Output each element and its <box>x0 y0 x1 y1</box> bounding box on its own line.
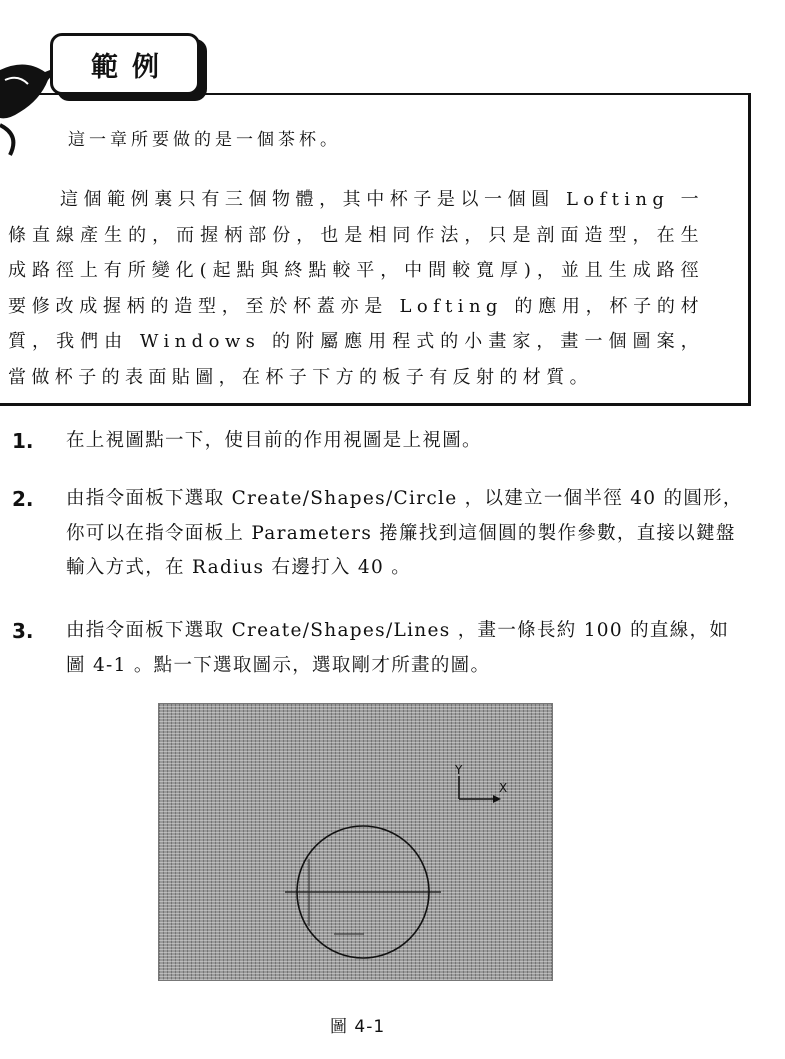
example-tab <box>50 33 200 95</box>
figure-caption: 圖 4-1 <box>330 1017 386 1037</box>
example-body: 這個範例裏只有三個物體，其中杯子是以一個圓 Lofting 一條直線產生的，而握柄部份，也是相同作法，只是剖面造型，在生成路徑上有所變化(起點與終點較平，中間較寬厚)，並且生成路徑要修改成握柄的造型，至於杯蓋亦是 Lofting 的應用，杯子的材質，我們由 Windows 的附屬應用程式的小畫家，畫一個圖案，當做杯子的表面貼圖，在杯子下方的板子有反射的材質。 <box>8 189 704 388</box>
viewport-figure <box>158 703 553 981</box>
step-text: 在上視圖點一下，使目前的作用視圖是上視圖。 <box>66 430 482 451</box>
example-box <box>0 93 751 406</box>
axis-y-label: Y <box>455 763 463 777</box>
step-number: 1. <box>12 429 34 453</box>
example-tab-label: 範例 <box>91 51 173 83</box>
viewport-circle-line-icon <box>159 704 554 982</box>
axis-x-label: X <box>499 781 508 795</box>
step-number: 2. <box>12 487 34 511</box>
step-text: 由指令面板下選取 Create/Shapes/Lines ，畫一條長約 100 的直線，如圖 4-1 。點一下選取圖示，選取剛才所畫的圖。 <box>66 620 730 676</box>
step-number: 3. <box>12 619 34 643</box>
step-text: 由指令面板下選取 Create/Shapes/Circle ，以建立一個半徑 40 的圓形，你可以在指令面板上 Parameters 捲簾找到這個圓的製作參數，直接以鍵盤輸入方式，在 Radius 右邊打入 40 。 <box>66 488 743 578</box>
example-intro: 這一章所要做的是一個茶杯。 <box>68 130 341 150</box>
